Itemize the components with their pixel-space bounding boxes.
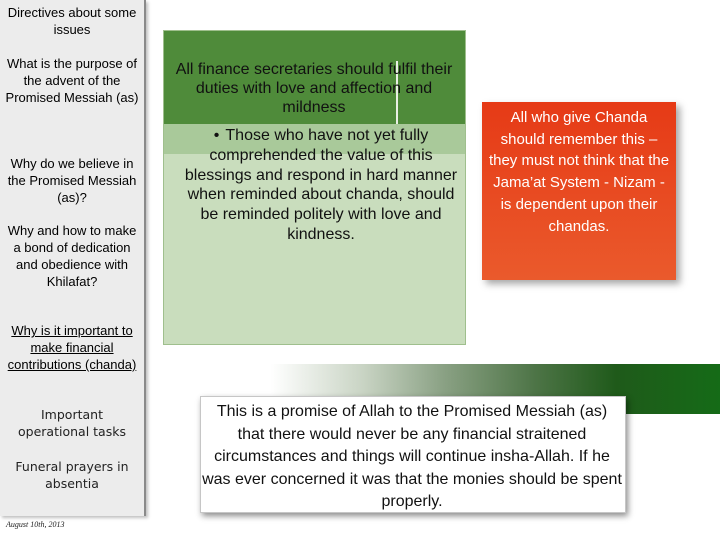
sidebar-item-financial-contributions[interactable]: Why is it important to make financial contributions (chanda): [7, 323, 137, 372]
sidebar-item-operational-tasks[interactable]: Important operational tasks: [18, 407, 126, 439]
sidebar-item-funeral-prayers[interactable]: Funeral prayers in absentia: [15, 459, 129, 491]
sidebar-item-purpose-of-advent[interactable]: What is the purpose of the advent of the Promised Messiah (as): [5, 56, 139, 105]
footer-date: August 10th, 2013: [6, 520, 65, 529]
promise-text: This is a promise of Allah to the Promised Messiah (as) that there would never be any financial straitened circumstances and things will continue insha-Allah. If he was ever concerned it was that the monies should be spent properly.: [202, 403, 622, 511]
sidebar-item-bond-with-khilafat[interactable]: Why and how to make a bond of dedication and obedience with Khilafat?: [7, 223, 137, 289]
finance-secretaries-heading: All finance secretaries should fulfil their duties with love and affection and mildness: [175, 61, 453, 116]
bullet-point: [184, 126, 458, 245]
sidebar-item-why-believe[interactable]: Why do we believe in the Promised Messiah (as)?: [7, 156, 137, 205]
bullet-icon: •: [213, 127, 220, 144]
chanda-callout-text: All who give Chanda should remember this – they must not think that the Jama’at System - Nizam - is dependent upon their chandas.: [488, 109, 670, 235]
bullet-text: Those who have not yet fully comprehended the value of this blessings and respond in hard manner when reminded about chanda, should be reminded politely with love and kindness.: [184, 127, 458, 243]
sidebar-title: Directives about some issues: [7, 5, 137, 37]
